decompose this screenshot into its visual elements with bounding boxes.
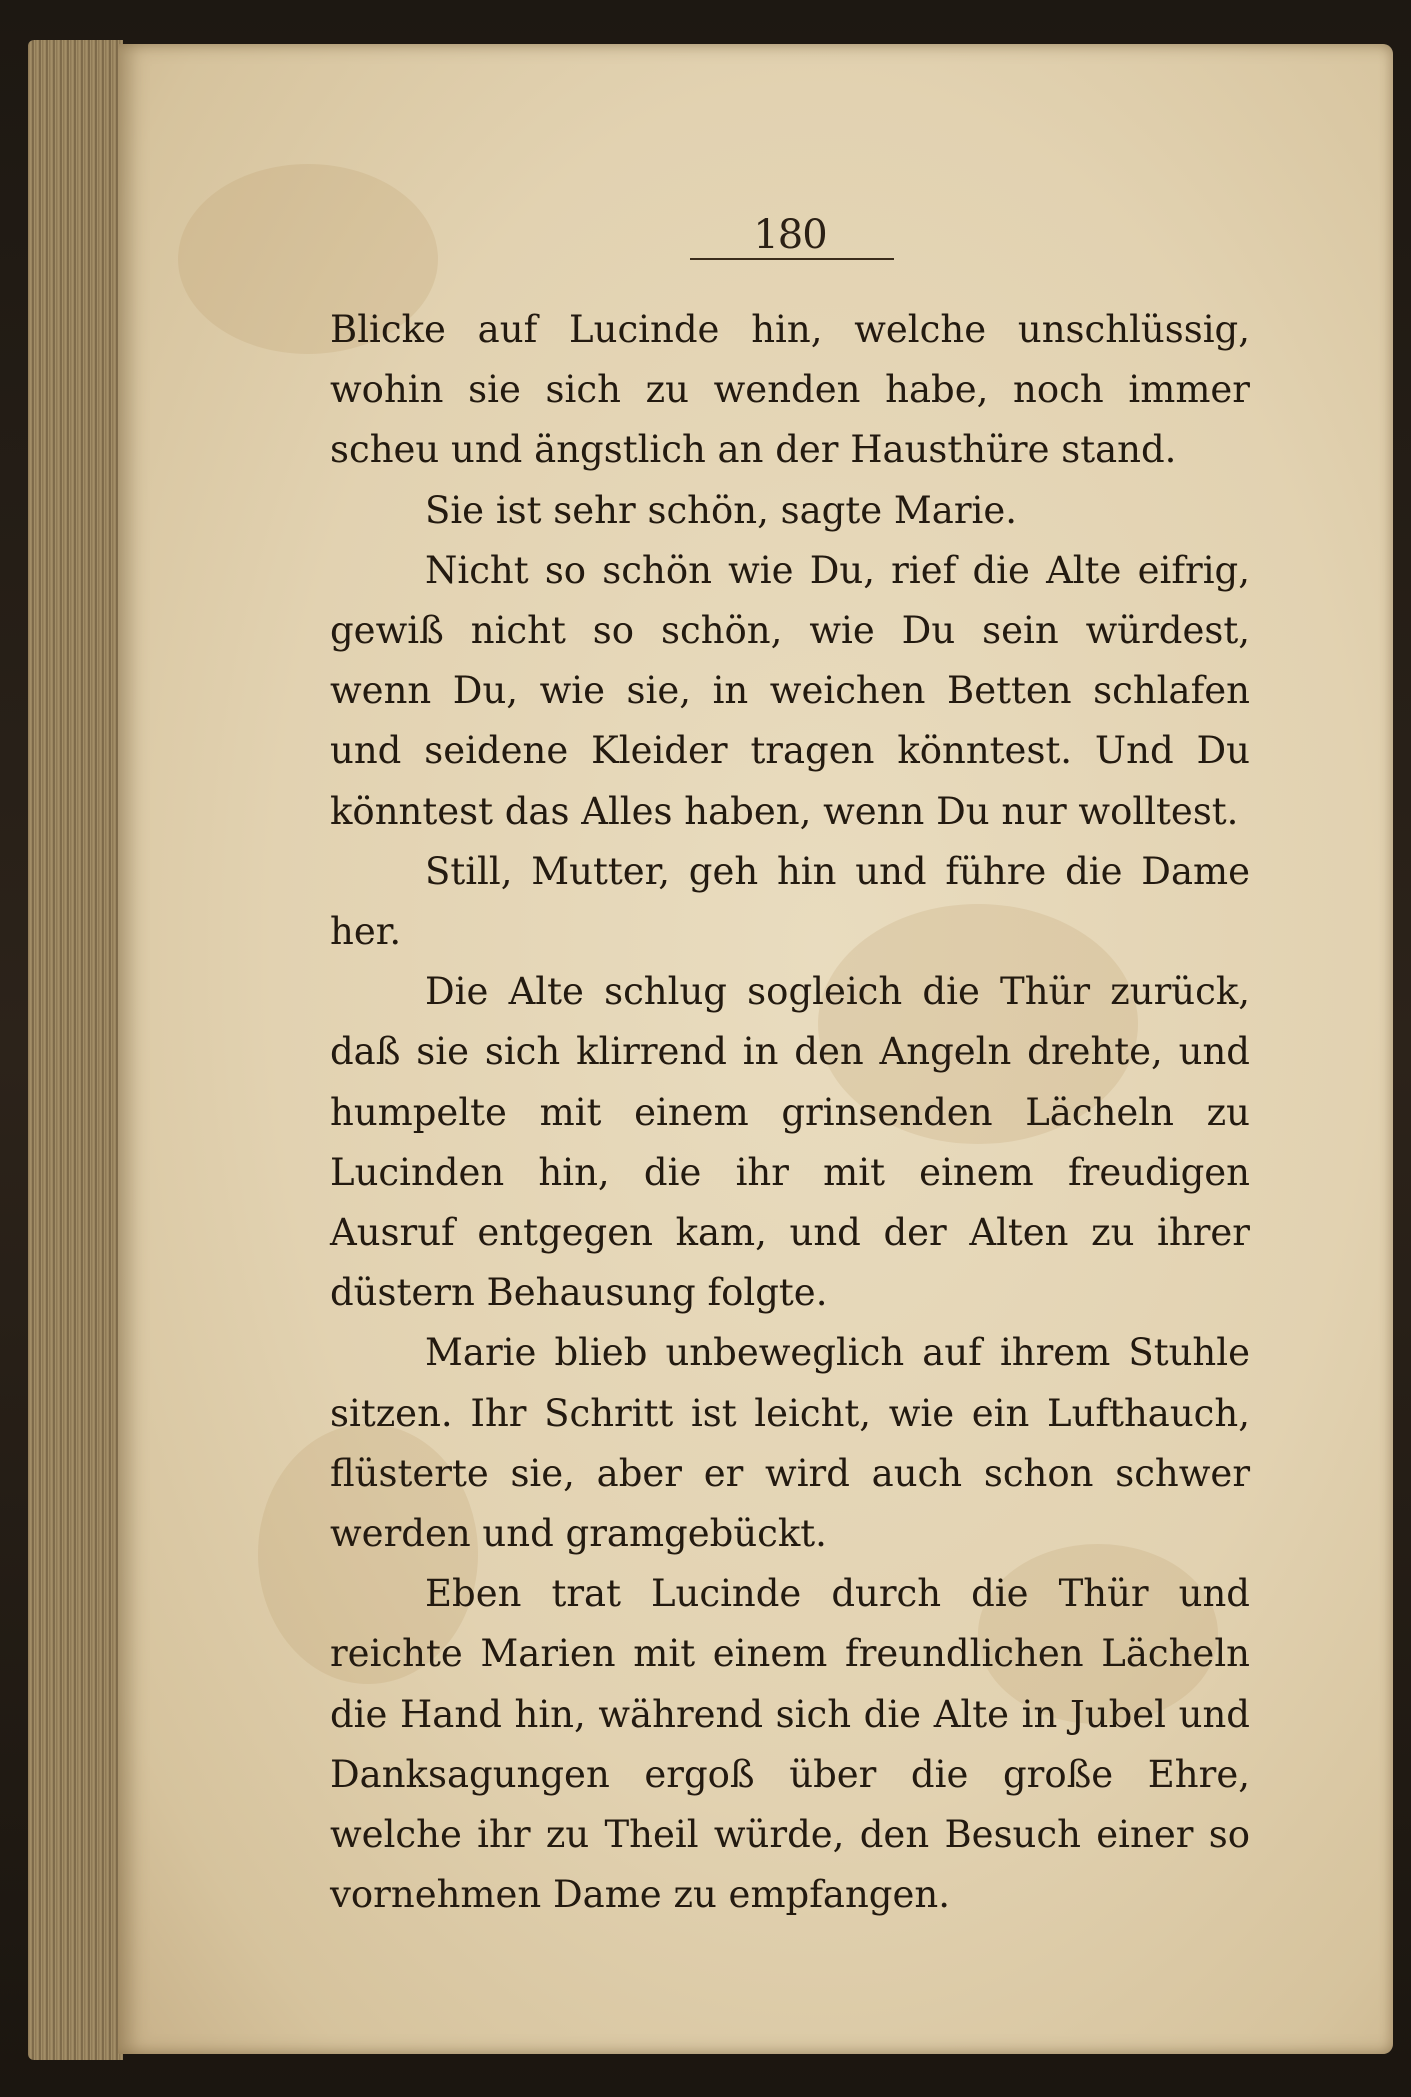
page-number: 180	[753, 212, 827, 258]
header-rule	[690, 258, 894, 260]
paragraph-5: Die Alte schlug sogleich die Thür zurück, daß sie sich klirrend in den Angeln drehte, und humpelte mit einem grinsenden Lächeln zu Lucinden hin, die ihr mit einem freudigen Ausruf entgegen kam, und der Alten zu ihrer düstern Behausung folgte.	[330, 970, 1250, 1315]
paragraph-2: Sie ist sehr schön, sagte Marie.	[425, 488, 1017, 532]
paragraph-4: Still, Mutter, geh hin und führe die Dame her.	[330, 849, 1250, 954]
text-body	[330, 300, 1250, 1925]
paragraph-1: Blicke auf Lucinde hin, welche unschlüssig, wohin sie sich zu wenden habe, noch immer scheu und ängstlich an der Hausthüre stand.	[330, 308, 1250, 472]
book-page-edges	[28, 40, 123, 2060]
paragraph-7: Eben trat Lucinde durch die Thür und reichte Marien mit einem freundlichen Lächeln die Hand hin, während sich die Alte in Jubel und Danksagungen ergoß über die große Ehre, welche ihr zu Theil würde, den Besuch einer so vornehmen Dame zu empfangen.	[330, 1572, 1250, 1917]
paragraph-6: Marie blieb unbeweglich auf ihrem Stuhle sitzen. Ihr Schritt ist leicht, wie ein Lufthauch, flüsterte sie, aber er wird auch schon schwer werden und gramgebückt.	[330, 1331, 1250, 1556]
paragraph-3: Nicht so schön wie Du, rief die Alte eifrig, gewiß nicht so schön, wie Du sein würdest, wenn Du, wie sie, in weichen Betten schlafen und seidene Kleider tragen könntest. Und Du könntest das Alles haben, wenn Du nur wolltest.	[330, 548, 1250, 833]
